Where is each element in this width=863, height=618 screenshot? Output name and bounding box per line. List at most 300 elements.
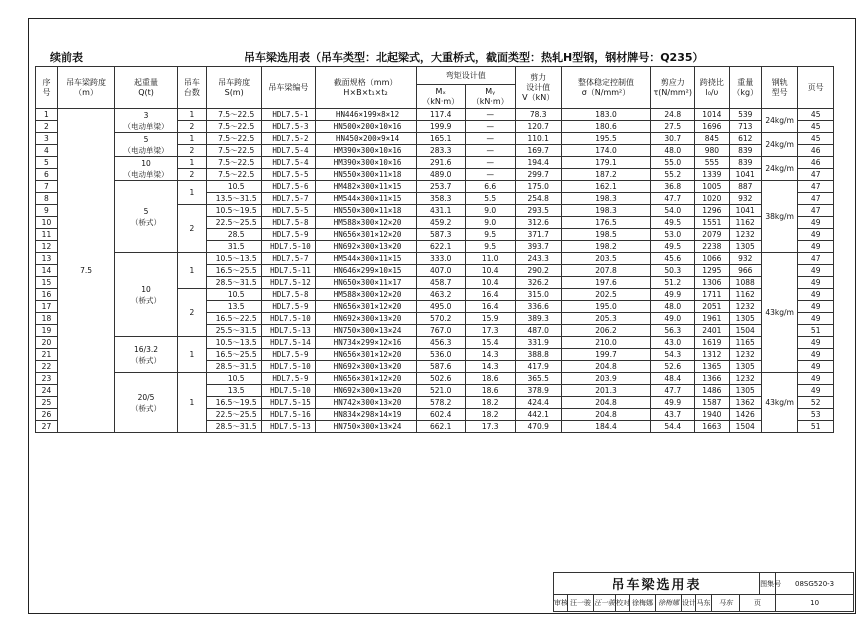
mx-cell: 407.0 [416, 265, 465, 277]
stability-cell: 198.5 [561, 229, 651, 241]
mx-cell: 602.4 [416, 409, 465, 421]
beam-code-cell: HDL7.5-10 [262, 385, 315, 397]
stability-cell: 187.2 [561, 169, 651, 181]
shear-cell: 290.2 [515, 265, 561, 277]
col-crane-span: 吊车跨度 S(m) [207, 67, 262, 109]
shear-cell: 169.7 [515, 145, 561, 157]
shear-cell: 393.7 [515, 241, 561, 253]
section-cell: HN834×298×14×19 [315, 409, 416, 421]
row-number: 25 [36, 397, 58, 409]
beam-code-cell: HDL7.5-6 [262, 181, 315, 193]
page-cell: 49 [798, 301, 834, 313]
shear-cell: 243.3 [515, 253, 561, 265]
weight-cell: 1088 [729, 277, 761, 289]
deflection-cell: 1312 [695, 349, 729, 361]
lift-value: 10 [141, 158, 151, 168]
my-cell: 17.3 [465, 325, 515, 337]
crane-span-cell: 7.5～22.5 [207, 169, 262, 181]
shear-cell: 389.3 [515, 313, 561, 325]
beam-code-cell: HDL7.5-10 [262, 241, 315, 253]
page-cell: 49 [798, 229, 834, 241]
crane-count-cell: 1 [177, 181, 206, 205]
stability-cell: 202.5 [561, 289, 651, 301]
page-cell: 45 [798, 121, 834, 133]
stability-cell: 179.1 [561, 157, 651, 169]
crane-span-cell: 13.5～31.5 [207, 193, 262, 205]
crane-span-cell: 7.5～22.5 [207, 109, 262, 121]
deflection-cell: 1940 [695, 409, 729, 421]
tau-cell: 51.2 [651, 277, 695, 289]
tau-cell: 47.7 [651, 385, 695, 397]
shear-cell: 487.0 [515, 325, 561, 337]
crane-span-cell: 31.5 [207, 241, 262, 253]
lift-capacity-cell [115, 337, 178, 373]
lift-type: （桥式） [131, 217, 162, 227]
my-cell: 18.2 [465, 397, 515, 409]
weight-cell: 1504 [729, 325, 761, 337]
page-cell: 49 [798, 313, 834, 325]
deflection-cell: 1961 [695, 313, 729, 325]
stability-cell: 204.8 [561, 361, 651, 373]
tau-cell: 24.8 [651, 109, 695, 121]
col-beam-span: 吊车梁跨度 （m） [57, 67, 114, 109]
page-cell: 46 [798, 145, 834, 157]
row-number: 16 [36, 289, 58, 301]
shear-cell: 194.4 [515, 157, 561, 169]
beam-code-cell: HDL7.5-4 [262, 157, 315, 169]
table-row [36, 133, 834, 145]
beam-code-cell: HDL7.5-3 [262, 121, 315, 133]
section-cell: HM390×300×10×16 [315, 145, 416, 157]
row-number: 8 [36, 193, 58, 205]
tau-cell: 48.0 [651, 301, 695, 313]
rail-cell: 24kg/m [761, 109, 798, 133]
row-number: 5 [36, 157, 58, 169]
my-cell: 16.4 [465, 289, 515, 301]
section-cell: HN500×200×10×16 [315, 121, 416, 133]
tau-cell: 48.4 [651, 373, 695, 385]
beam-code-cell: HDL7.5-12 [262, 277, 315, 289]
section-cell: HN656×301×12×20 [315, 301, 416, 313]
tau-cell: 43.7 [651, 409, 695, 421]
mx-cell: 767.0 [416, 325, 465, 337]
beam-code-cell: HDL7.5-14 [262, 337, 315, 349]
tau-cell: 43.0 [651, 337, 695, 349]
my-cell: — [465, 145, 515, 157]
col-moment: 弯矩设计值 [416, 67, 515, 85]
beam-code-cell: HDL7.5-5 [262, 205, 315, 217]
section-cell: HN750×300×13×24 [315, 325, 416, 337]
lift-capacity-cell [115, 373, 178, 433]
tau-cell: 49.5 [651, 241, 695, 253]
tau-cell: 54.3 [651, 349, 695, 361]
weight-cell: 932 [729, 193, 761, 205]
my-cell: 10.4 [465, 277, 515, 289]
section-cell: HN692×300×13×20 [315, 313, 416, 325]
deflection-cell: 1296 [695, 205, 729, 217]
weight-cell: 887 [729, 181, 761, 193]
mx-cell: 333.0 [416, 253, 465, 265]
col-section: 截面规格（mm） H×B×t₁×t₂ [315, 67, 416, 109]
col-rail: 钢轨 型号 [761, 67, 798, 109]
crane-count-cell: 2 [177, 205, 206, 253]
deflection-cell: 980 [695, 145, 729, 157]
weight-cell: 1165 [729, 337, 761, 349]
weight-cell: 932 [729, 253, 761, 265]
stability-cell: 183.0 [561, 109, 651, 121]
page-cell: 49 [798, 349, 834, 361]
mx-cell: 253.7 [416, 181, 465, 193]
page-label: 页 [740, 595, 776, 612]
section-cell: HM390×300×10×16 [315, 157, 416, 169]
weight-cell: 1232 [729, 301, 761, 313]
crane-span-cell: 25.5～31.5 [207, 325, 262, 337]
shear-cell: 175.0 [515, 181, 561, 193]
tau-cell: 50.3 [651, 265, 695, 277]
rail-cell: 43kg/m [761, 253, 798, 373]
mx-cell: 431.1 [416, 205, 465, 217]
shear-cell: 326.2 [515, 277, 561, 289]
mx-cell: 570.2 [416, 313, 465, 325]
deflection-cell: 1066 [695, 253, 729, 265]
section-cell: HN646×299×10×15 [315, 265, 416, 277]
lift-type: （桥式） [131, 403, 162, 413]
weight-cell: 539 [729, 109, 761, 121]
page-cell: 51 [798, 325, 834, 337]
weight-cell: 713 [729, 121, 761, 133]
shear-cell: 365.5 [515, 373, 561, 385]
lift-capacity-cell [115, 181, 178, 253]
lift-type: （电动单梁） [123, 121, 169, 131]
col-mx: Mₓ （kN·m） [416, 85, 465, 109]
my-cell: 15.4 [465, 337, 515, 349]
lift-value: 20/5 [137, 392, 155, 402]
stability-cell: 198.2 [561, 241, 651, 253]
row-number: 12 [36, 241, 58, 253]
deflection-cell: 1587 [695, 397, 729, 409]
beam-code-cell: HDL7.5-9 [262, 349, 315, 361]
my-cell: — [465, 109, 515, 121]
shear-cell: 371.7 [515, 229, 561, 241]
crane-span-cell: 22.5～25.5 [207, 217, 262, 229]
section-cell: HN742×300×13×20 [315, 397, 416, 409]
my-cell: — [465, 157, 515, 169]
stability-cell: 195.5 [561, 133, 651, 145]
page-cell: 47 [798, 205, 834, 217]
shear-cell: 388.8 [515, 349, 561, 361]
mx-cell: 521.0 [416, 385, 465, 397]
beam-code-cell: HDL7.5-7 [262, 253, 315, 265]
table-row [36, 157, 834, 169]
weight-cell: 1232 [729, 229, 761, 241]
section-cell: HM588×300×12×20 [315, 289, 416, 301]
crane-count-cell: 1 [177, 337, 206, 373]
crane-span-cell: 10.5 [207, 373, 262, 385]
col-lift: 起重量 Q(t) [115, 67, 178, 109]
crane-span-cell: 7.5～22.5 [207, 133, 262, 145]
stability-cell: 210.0 [561, 337, 651, 349]
beam-code-cell: HDL7.5-9 [262, 301, 315, 313]
beam-code-cell: HDL7.5-11 [262, 265, 315, 277]
section-cell: HN656×301×12×20 [315, 373, 416, 385]
stability-cell: 174.0 [561, 145, 651, 157]
section-cell: HN692×300×13×20 [315, 385, 416, 397]
crane-span-cell: 13.5 [207, 385, 262, 397]
row-number: 26 [36, 409, 58, 421]
mx-cell: 489.0 [416, 169, 465, 181]
beam-code-cell: HDL7.5-7 [262, 193, 315, 205]
my-cell: 9.0 [465, 217, 515, 229]
rail-cell: 24kg/m [761, 157, 798, 181]
tau-cell: 54.0 [651, 205, 695, 217]
crane-count-cell: 1 [177, 133, 206, 145]
deflection-cell: 1486 [695, 385, 729, 397]
section-cell: HM544×300×11×15 [315, 253, 416, 265]
weight-cell: 839 [729, 145, 761, 157]
row-number: 24 [36, 385, 58, 397]
mx-cell: 578.2 [416, 397, 465, 409]
shear-cell: 254.8 [515, 193, 561, 205]
mx-cell: 283.3 [416, 145, 465, 157]
my-cell: 14.3 [465, 361, 515, 373]
lift-value: 5 [143, 206, 149, 216]
tau-cell: 48.0 [651, 145, 695, 157]
table-row [36, 337, 834, 349]
crane-span-cell: 28.5 [207, 229, 262, 241]
crane-count-cell: 1 [177, 157, 206, 169]
row-number: 10 [36, 217, 58, 229]
crane-span-cell: 16.5～22.5 [207, 313, 262, 325]
designer-signature: 马东 [712, 595, 740, 612]
mx-cell: 587.6 [416, 361, 465, 373]
section-cell: HM482×300×11×15 [315, 181, 416, 193]
crane-span-cell: 10.5～13.5 [207, 253, 262, 265]
page-number: 10 [776, 595, 854, 612]
col-weight: 重量 （kg） [729, 67, 761, 109]
deflection-cell: 1365 [695, 361, 729, 373]
stability-cell: 206.2 [561, 325, 651, 337]
shear-cell: 312.6 [515, 217, 561, 229]
mx-cell: 199.9 [416, 121, 465, 133]
deflection-cell: 555 [695, 157, 729, 169]
tau-cell: 30.7 [651, 133, 695, 145]
section-cell: HN692×300×13×20 [315, 241, 416, 253]
col-tau: 剪应力 τ(N/mm²) [651, 67, 695, 109]
weight-cell: 1305 [729, 313, 761, 325]
col-page: 页号 [798, 67, 834, 109]
weight-cell: 1041 [729, 169, 761, 181]
crane-count-cell: 2 [177, 121, 206, 133]
beam-code-cell: HDL7.5-9 [262, 373, 315, 385]
atlas-number: 08SG520-3 [776, 573, 854, 595]
tau-cell: 55.0 [651, 157, 695, 169]
mx-cell: 536.0 [416, 349, 465, 361]
beam-code-cell: HDL7.5-16 [262, 409, 315, 421]
page-cell: 49 [798, 217, 834, 229]
tau-cell: 49.0 [651, 313, 695, 325]
lift-value: 5 [143, 134, 149, 144]
my-cell: — [465, 133, 515, 145]
rail-cell: 24kg/m [761, 133, 798, 157]
beam-code-cell: HDL7.5-9 [262, 229, 315, 241]
stability-cell: 203.5 [561, 253, 651, 265]
my-cell: 6.6 [465, 181, 515, 193]
crane-span-cell: 13.5 [207, 301, 262, 313]
lift-value: 16/3.2 [134, 344, 159, 354]
crane-span-cell: 7.5～22.5 [207, 145, 262, 157]
deflection-cell: 2238 [695, 241, 729, 253]
section-cell: HN550×300×11×18 [315, 169, 416, 181]
shear-cell: 78.3 [515, 109, 561, 121]
tau-cell: 54.4 [651, 421, 695, 433]
page-cell: 45 [798, 109, 834, 121]
my-cell: 9.5 [465, 241, 515, 253]
deflection-cell: 1020 [695, 193, 729, 205]
shear-cell: 293.5 [515, 205, 561, 217]
shear-cell: 470.9 [515, 421, 561, 433]
col-code: 吊车梁编号 [262, 67, 315, 109]
crane-count-cell: 2 [177, 169, 206, 181]
row-number: 23 [36, 373, 58, 385]
page-cell: 47 [798, 169, 834, 181]
page-cell: 49 [798, 289, 834, 301]
mx-cell: 458.7 [416, 277, 465, 289]
shear-cell: 299.7 [515, 169, 561, 181]
row-number: 20 [36, 337, 58, 349]
crane-span-cell: 10.5 [207, 289, 262, 301]
tau-cell: 45.6 [651, 253, 695, 265]
row-number: 22 [36, 361, 58, 373]
section-cell: HN692×300×13×20 [315, 361, 416, 373]
mx-cell: 463.2 [416, 289, 465, 301]
title-block-title: 吊车梁选用表 [554, 573, 760, 595]
lift-value: 10 [141, 284, 151, 294]
section-cell: HN656×301×12×20 [315, 349, 416, 361]
design-label: 设计 [682, 595, 696, 612]
mx-cell: 502.6 [416, 373, 465, 385]
shear-cell: 424.4 [515, 397, 561, 409]
weight-cell: 612 [729, 133, 761, 145]
beam-code-cell: HDL7.5-8 [262, 217, 315, 229]
stability-cell: 162.1 [561, 181, 651, 193]
page-cell: 49 [798, 385, 834, 397]
weight-cell: 1426 [729, 409, 761, 421]
table-title: 吊车梁选用表（吊车类型：北起梁式，大重桥式，截面类型：热轧H型钢，钢材牌号：Q235） [244, 51, 704, 64]
crane-span-cell: 10.5～19.5 [207, 205, 262, 217]
section-cell: HN550×300×11×18 [315, 205, 416, 217]
reviewer-name: 汪一骏 [568, 595, 594, 612]
deflection-cell: 1005 [695, 181, 729, 193]
row-number: 2 [36, 121, 58, 133]
row-number: 18 [36, 313, 58, 325]
stability-cell: 198.3 [561, 193, 651, 205]
deflection-cell: 2401 [695, 325, 729, 337]
page-cell: 49 [798, 337, 834, 349]
mx-cell: 456.3 [416, 337, 465, 349]
tau-cell: 56.3 [651, 325, 695, 337]
stability-cell: 176.5 [561, 217, 651, 229]
stability-cell: 204.8 [561, 397, 651, 409]
deflection-cell: 1696 [695, 121, 729, 133]
col-my: Mᵧ （kN·m） [465, 85, 515, 109]
weight-cell: 1232 [729, 373, 761, 385]
row-number: 1 [36, 109, 58, 121]
row-number: 11 [36, 229, 58, 241]
shear-cell: 336.6 [515, 301, 561, 313]
crane-span-cell: 28.5～31.5 [207, 421, 262, 433]
crane-count-cell: 2 [177, 289, 206, 337]
deflection-cell: 1295 [695, 265, 729, 277]
beam-code-cell: HDL7.5-13 [262, 421, 315, 433]
beam-span-cell: 7.5 [57, 109, 114, 433]
page-cell: 49 [798, 265, 834, 277]
beam-code-cell: HDL7.5-10 [262, 361, 315, 373]
weight-cell: 1362 [729, 397, 761, 409]
table-row [36, 109, 834, 121]
col-shear: 剪力 设计值 V（kN） [515, 67, 561, 109]
row-number: 27 [36, 421, 58, 433]
lift-type: （桥式） [131, 295, 162, 305]
my-cell: 9.0 [465, 205, 515, 217]
crane-span-cell: 16.5～19.5 [207, 397, 262, 409]
my-cell: 18.6 [465, 373, 515, 385]
col-no: 序 号 [36, 67, 58, 109]
my-cell: 14.3 [465, 349, 515, 361]
crane-span-cell: 22.5～25.5 [207, 409, 262, 421]
section-cell: HN650×300×11×17 [315, 277, 416, 289]
page-cell: 52 [798, 397, 834, 409]
section-cell: HN450×200×9×14 [315, 133, 416, 145]
table-row [36, 373, 834, 385]
crane-beam-table [35, 66, 834, 433]
deflection-cell: 1339 [695, 169, 729, 181]
page-cell: 47 [798, 193, 834, 205]
deflection-cell: 1711 [695, 289, 729, 301]
lift-type: （电动单梁） [123, 145, 169, 155]
lift-value: 3 [143, 110, 149, 120]
row-number: 4 [36, 145, 58, 157]
my-cell: 10.4 [465, 265, 515, 277]
row-number: 13 [36, 253, 58, 265]
section-cell: HN750×300×13×24 [315, 421, 416, 433]
col-count: 吊车 台数 [177, 67, 206, 109]
tau-cell: 49.9 [651, 289, 695, 301]
shear-cell: 120.7 [515, 121, 561, 133]
stability-cell: 204.8 [561, 409, 651, 421]
continued-label: 续前表 [50, 51, 83, 64]
mx-cell: 291.6 [416, 157, 465, 169]
tau-cell: 27.5 [651, 121, 695, 133]
page-cell: 47 [798, 253, 834, 265]
shear-cell: 417.9 [515, 361, 561, 373]
rail-cell: 38kg/m [761, 181, 798, 253]
lift-capacity-cell [115, 157, 178, 181]
row-number: 17 [36, 301, 58, 313]
crane-count-cell: 1 [177, 373, 206, 433]
crane-span-cell: 7.5～22.5 [207, 121, 262, 133]
stability-cell: 201.3 [561, 385, 651, 397]
beam-code-cell: HDL7.5-13 [262, 325, 315, 337]
mx-cell: 165.1 [416, 133, 465, 145]
page-cell: 49 [798, 361, 834, 373]
my-cell: 18.2 [465, 409, 515, 421]
crane-span-cell: 7.5～22.5 [207, 157, 262, 169]
crane-span-cell: 10.5～13.5 [207, 337, 262, 349]
crane-count-cell: 1 [177, 253, 206, 289]
beam-code-cell: HDL7.5-8 [262, 289, 315, 301]
my-cell: 17.3 [465, 421, 515, 433]
shear-cell: 110.1 [515, 133, 561, 145]
